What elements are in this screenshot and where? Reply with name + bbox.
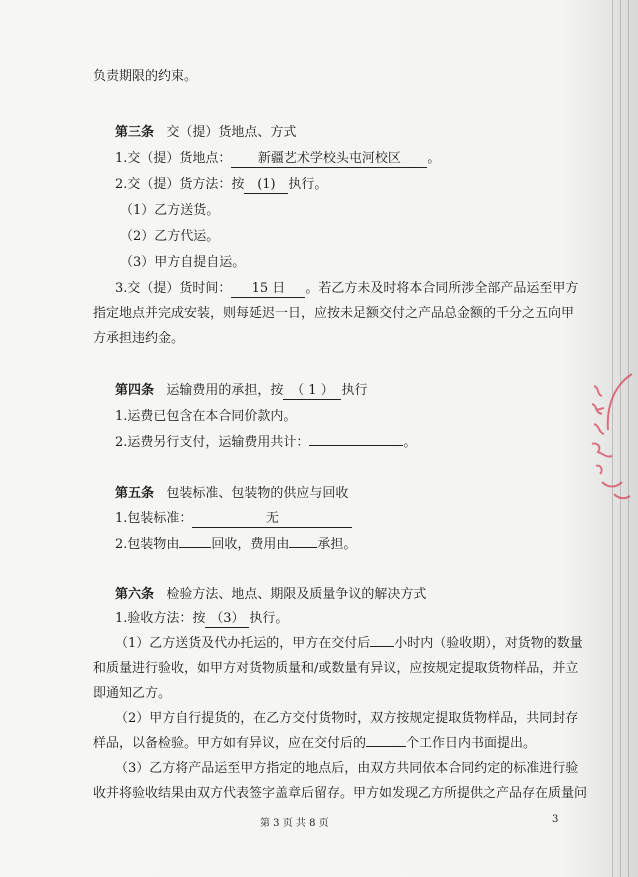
- text-line: （1）乙方送货。: [120, 203, 220, 218]
- text-line: 2.交（提）货方法：按 (1) 执行。: [115, 177, 328, 192]
- filled-blank: 15 日: [231, 281, 305, 298]
- text-line: 方承担违约金。: [93, 331, 185, 346]
- page-number-footer: 第 3 页 共 8 页: [260, 818, 329, 829]
- text-line: 指定地点并完成安装，则每延迟一日，应按未足额交付之产品总金额的千分之五向甲: [93, 306, 575, 321]
- text-line: 收并将验收结果由双方代表签字盖章后留存。甲方如发现乙方所提供之产品存在质量问: [93, 786, 588, 801]
- text-line: 3.交（提）货时间： 15 日 。若乙方未及时将本合同所涉全部产品运至甲方: [115, 281, 579, 296]
- text-line: 1.运费已包含在本合同价款内。: [115, 409, 297, 424]
- section-heading-4: 第四条 运输费用的承担，按 （ 1 ） 执行: [115, 383, 368, 398]
- seal-stamp-edge: [586, 370, 638, 510]
- text-line: 和质量进行验收，如甲方对货物质量和/或数量有异议，应按规定提取货物样品，并立: [93, 661, 579, 676]
- text-line: 1.包装标准： 无: [115, 510, 352, 528]
- text-line: 1.验收方法：按 （3） 执行。: [115, 611, 289, 626]
- text-line: （3）乙方将产品运至甲方指定的地点后，由双方共同依本合同约定的标准进行验: [115, 761, 579, 776]
- empty-blank: [370, 646, 394, 647]
- filled-blank: （ 1 ）: [283, 383, 341, 400]
- text-line: 即通知乙方。: [93, 686, 172, 701]
- text-line: （1）乙方送货及代办托运的，甲方在交付后 小时内（验收期），对货物的数量: [115, 636, 583, 651]
- empty-blank: [289, 547, 317, 548]
- filled-blank: （3）: [205, 611, 249, 628]
- text-line: 2.运费另行支付，运输费用共计： 。: [115, 435, 417, 450]
- empty-blank: [366, 746, 406, 747]
- section-heading-6: 第六条 检验方法、地点、期限及质量争议的解决方式: [115, 587, 427, 602]
- text-line: 样品，以备检验。甲方如有异议，应在交付后的 个工作日内书面提出。: [93, 736, 537, 751]
- filled-blank: 无: [192, 511, 352, 528]
- section-heading-3: 第三条 交（提）货地点、方式: [115, 125, 297, 140]
- filled-blank: 新疆艺术学校头屯河校区: [231, 151, 427, 168]
- text-line: （3）甲方自提自运。: [120, 255, 246, 270]
- section-heading-5: 第五条 包装标准、包装物的供应与回收: [115, 486, 349, 501]
- page-number-corner: 3: [552, 814, 559, 825]
- empty-blank: [309, 445, 403, 446]
- text-line: 1.交（提）货地点： 新疆艺术学校头屯河校区 。: [115, 151, 441, 166]
- text-line: 负责期限的约束。: [93, 69, 198, 84]
- text-line: 2.包装物由 回收，费用由 承担。: [115, 537, 357, 552]
- filled-blank: (1): [244, 177, 288, 194]
- text-line: （2）乙方代运。: [120, 229, 220, 244]
- empty-blank: [179, 547, 211, 548]
- text-line: （2）甲方自行提货的，在乙方交付货物时，双方按规定提取货物样品，共同封存: [115, 711, 579, 726]
